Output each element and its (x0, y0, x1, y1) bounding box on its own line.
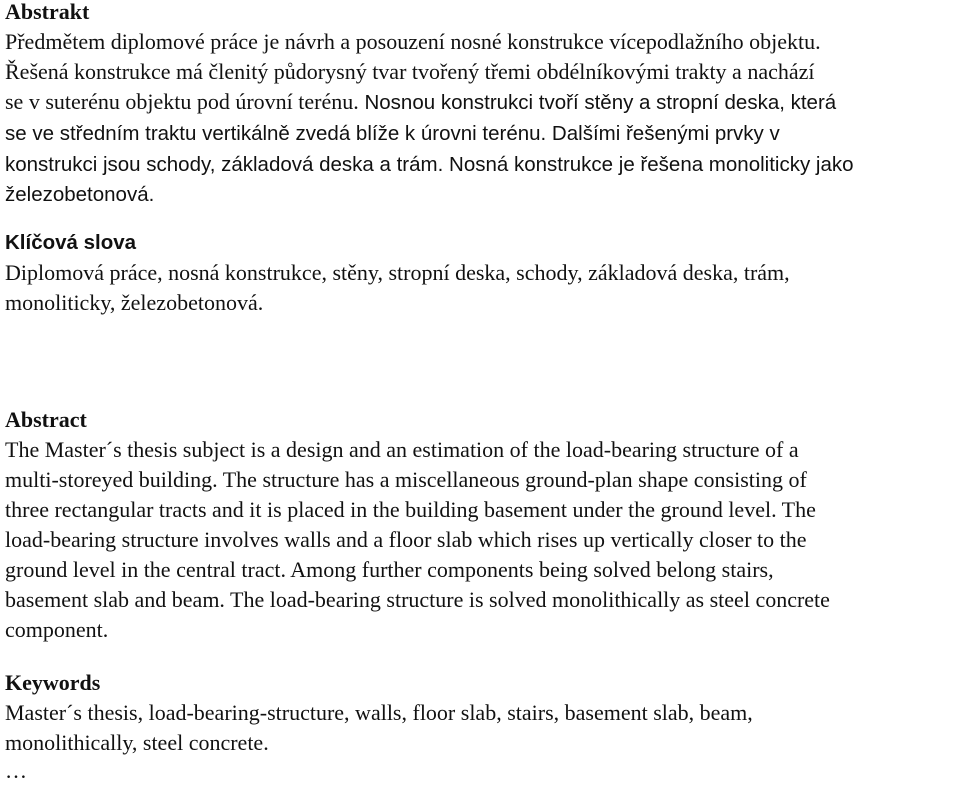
trailing-ellipsis: … (5, 758, 27, 783)
abstract-line-7: component. (5, 617, 109, 642)
abstrakt-line-1: Předmětem diplomové práce je návrh a posouzení nosné konstrukce vícepodlažního objektu. (5, 29, 821, 54)
abstrakt-line-6: železobetonová. (5, 183, 155, 206)
abstract-line-2: multi-storeyed building. The structure has a miscellaneous ground-plan shape consisting of (5, 467, 807, 492)
abstract-line-4: load-bearing structure involves walls and a floor slab which rises up vertically closer to the (5, 527, 807, 552)
abstrakt-line-5-sans-b: Nosná konstrukce je řešena monoliticky jako (443, 153, 854, 176)
abstrakt-heading: Abstrakt (5, 0, 90, 24)
abstract-body (5, 435, 960, 645)
keywords-line-2: monolithically, steel concrete. (5, 730, 269, 755)
keywords-heading: Keywords (5, 670, 101, 695)
klicova-slova-heading: Klíčová slova (5, 231, 137, 254)
abstrakt-line-4-sans-b: Dalšími řešenými prvky v (546, 122, 780, 145)
abstract-line-5: ground level in the central tract. Among further components being solved belong stairs, (5, 557, 774, 582)
abstract-line-3: three rectangular tracts and it is placed in the building basement under the ground level. The (5, 497, 816, 522)
keywords-body (5, 698, 960, 758)
klicova-slova-line-2: monoliticky, železobetonová. (5, 290, 264, 315)
abstrakt-line-3-serif: se v suterénu objektu pod úrovní terénu. (5, 89, 359, 114)
klicova-slova-section (5, 228, 960, 318)
abstrakt-line-2: Řešená konstrukce má členitý půdorysný tvar tvořený třemi obdélníkovými trakty a nachází (5, 59, 815, 84)
abstrakt-line-4 (5, 118, 960, 149)
abstrakt-section (5, 0, 960, 210)
abstract-heading: Abstract (5, 407, 87, 432)
klicova-slova-line-1: Diplomová práce, nosná konstrukce, stěny, stropní deska, schody, základová deska, trám, (5, 260, 790, 285)
abstract-line-6: basement slab and beam. The load-bearing structure is solved monolithically as steel concrete (5, 587, 830, 612)
abstrakt-body (5, 27, 960, 210)
abstract-line-1: The Master´s thesis subject is a design and an estimation of the load-bearing structure of a (5, 437, 799, 462)
abstract-section (5, 405, 960, 645)
abstrakt-line-5-sans: konstrukci jsou schody, základová deska a trám. (5, 153, 444, 176)
keywords-line-1: Master´s thesis, load-bearing-structure, walls, floor slab, stairs, basement slab, beam, (5, 700, 753, 725)
klicova-slova-body (5, 258, 960, 318)
abstrakt-line-4-sans: se ve středním traktu vertikálně zvedá blíže k úrovni terénu. (5, 122, 547, 145)
keywords-section (5, 668, 960, 758)
abstrakt-line-3-sans: Nosnou konstrukci tvoří stěny a stropní deska, která (358, 91, 837, 114)
abstrakt-line-3 (5, 87, 960, 118)
abstrakt-line-5 (5, 149, 960, 180)
